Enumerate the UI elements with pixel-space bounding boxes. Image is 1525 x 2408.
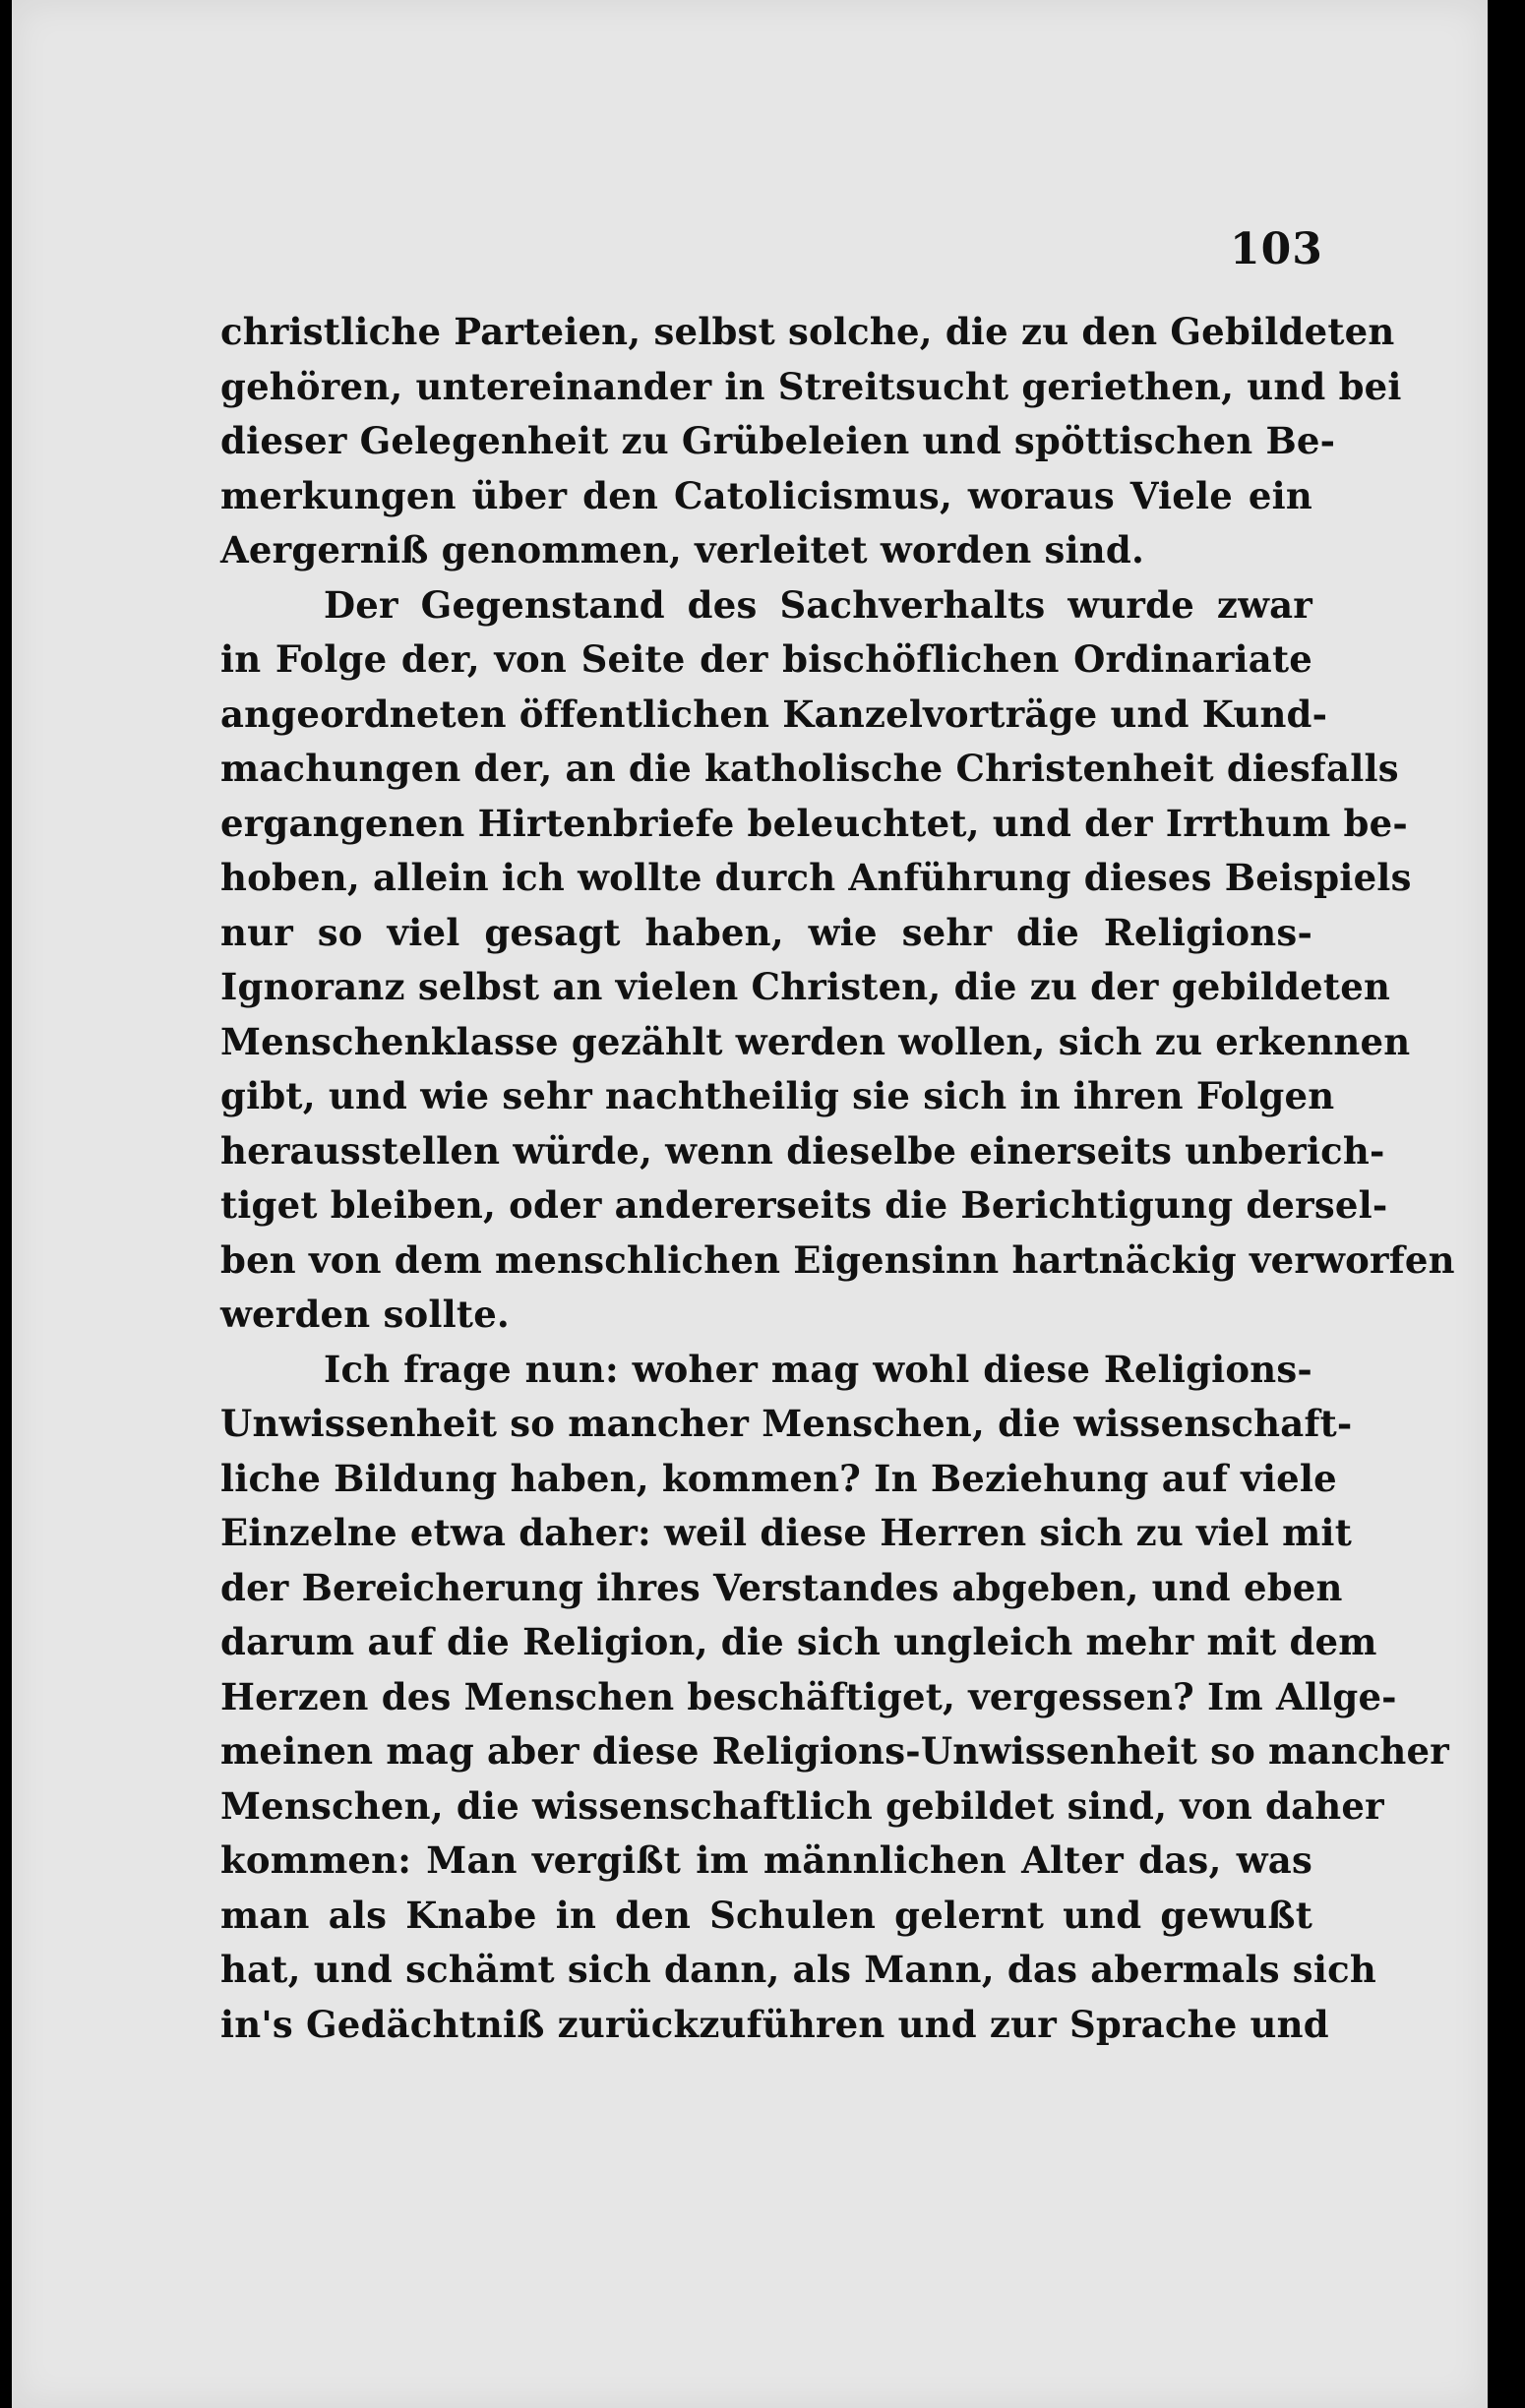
page-number: 103 <box>1230 224 1323 274</box>
text-line: Herzen des Menschen beschäftiget, vergessen? Im Allge- <box>220 1674 1397 1718</box>
text-line: liche Bildung haben, kommen? In Beziehung auf viele <box>220 1456 1337 1500</box>
text-line: nur so viel gesagt haben, wie sehr die Religions- <box>220 910 1312 954</box>
text-line: ergangenen Hirtenbriefe beleuchtet, und der Irrthum be- <box>220 801 1408 845</box>
text-line: man als Knabe in den Schulen gelernt und gewußt <box>220 1893 1312 1937</box>
text-line: hat, und schämt sich dann, als Mann, das abermals sich <box>220 1948 1376 1991</box>
text-line: dieser Gelegenheit zu Grübeleien und spöttischen Be- <box>220 419 1336 462</box>
text-line: hoben, allein ich wollte durch Anführung dieses Beispiels <box>220 856 1412 899</box>
text-line: gibt, und wie sehr nachtheilig sie sich in ihren Folgen <box>220 1074 1335 1117</box>
text-line: werden sollte. <box>220 1293 511 1336</box>
text-line: Ignoranz selbst an vielen Christen, die zu der gebildeten <box>220 965 1391 1008</box>
text-line: christliche Parteien, selbst solche, die zu den Gebildeten <box>220 310 1395 353</box>
text-line: machungen der, an die katholische Christenheit diesfalls <box>220 747 1399 790</box>
body-text <box>220 305 1455 2052</box>
text-line: Einzelne etwa daher: weil diese Herren sich zu viel mit <box>220 1511 1352 1554</box>
text-line: kommen: Man vergißt im männlichen Alter das, was <box>220 1838 1312 1882</box>
text-line: Unwissenheit so mancher Menschen, die wissenschaft- <box>220 1402 1353 1445</box>
book-page <box>12 0 1488 2408</box>
text-line: herausstellen würde, wenn dieselbe einerseits unberich- <box>220 1128 1385 1173</box>
text-line: der Bereicherung ihres Verstandes abgeben, und eben <box>220 1565 1343 1609</box>
text-line: tiget bleiben, oder andererseits die Berichtigung dersel- <box>220 1183 1388 1227</box>
text-line: in Folge der, von Seite der bischöflichen Ordinariate <box>220 637 1312 681</box>
text-line: merkungen über den Catolicismus, woraus Viele ein <box>220 473 1312 517</box>
text-line: gehören, untereinander in Streitsucht geriethen, und bei <box>220 364 1402 408</box>
text-line: in's Gedächtniß zurückzuführen und zur Sprache und <box>220 2002 1329 2046</box>
text-line: darum auf die Religion, die sich ungleich mehr mit dem <box>220 1620 1377 1663</box>
text-line: Der Gegenstand des Sachverhalts wurde zwar <box>324 582 1312 627</box>
text-line: angeordneten öffentlichen Kanzelvorträge und Kund- <box>220 692 1328 736</box>
text-line: ben von dem menschlichen Eigensinn hartnäckig verworfen <box>220 1237 1455 1282</box>
text-line: Menschenklasse gezählt werden wollen, sich zu erkennen <box>220 1019 1411 1063</box>
text-line: Aergerniß genommen, verleitet worden sind. <box>220 528 1145 572</box>
text-line: Ich frage nun: woher mag wohl diese Religions- <box>324 1347 1312 1391</box>
text-line: Menschen, die wissenschaftlich gebildet sind, von daher <box>220 1783 1384 1828</box>
text-line: meinen mag aber diese Religions-Unwissenheit so mancher <box>220 1729 1449 1773</box>
